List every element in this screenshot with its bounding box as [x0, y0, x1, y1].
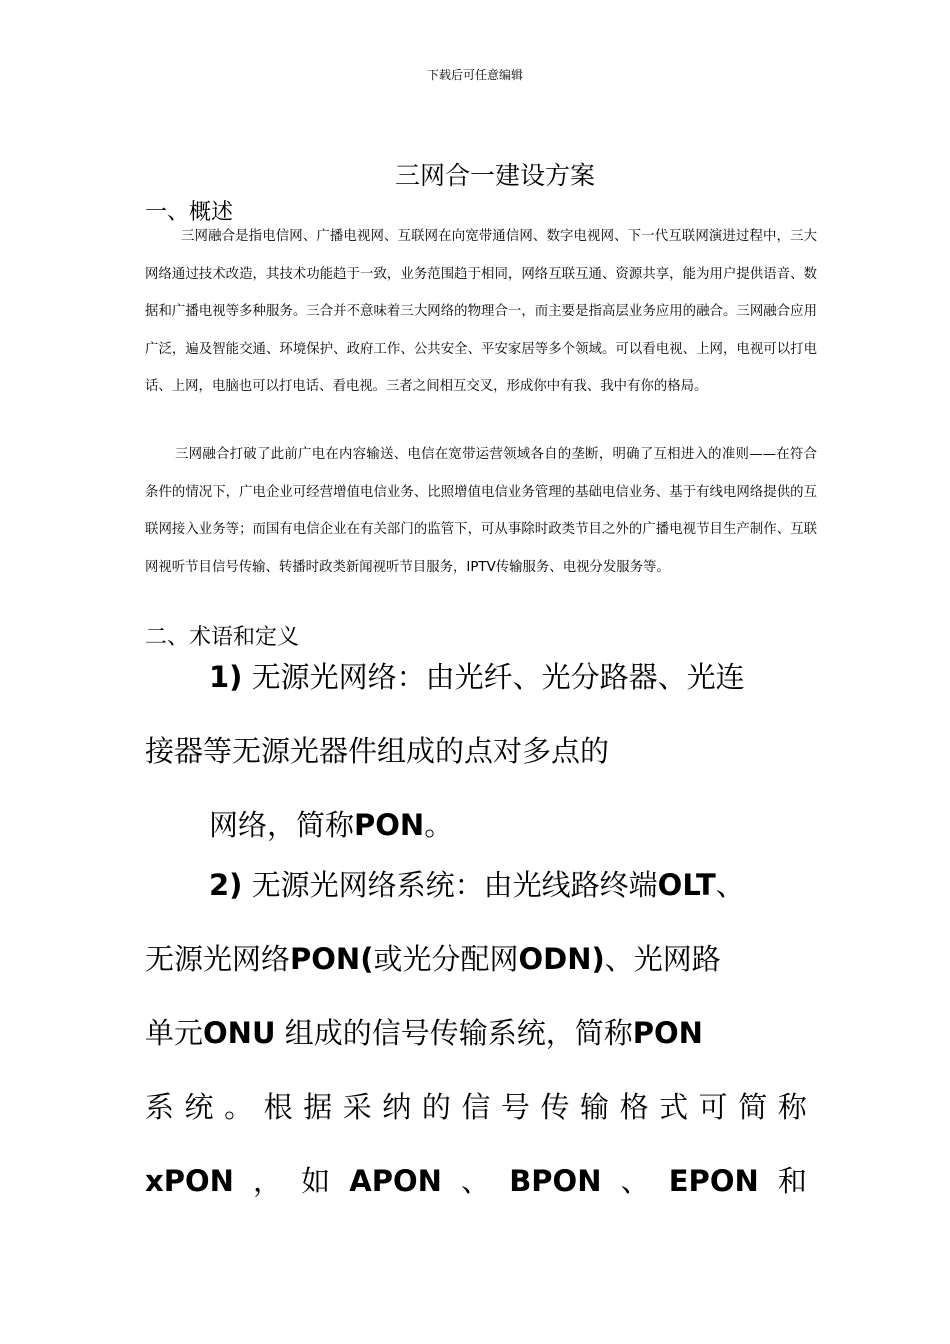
- term-item-2-text-2e: 、光网路: [604, 942, 721, 976]
- term-item-2-line-4-char: 称: [777, 1090, 807, 1124]
- overview-paragraph-2: 三网融合打破了此前广电在内容输送、电信在宽带运营领域各自的垄断，明确了互相进入的准则——在符合条件的情况下，广电企业可经营增值电信业务、比照增值电信业务管理的基础电信业务、基于有线电网络提供的互联网接入业务等；而国有电信企业在有关部门的监管下，可从事除时政类节目之外的广播电视节目生产制作、互联网视听节目信号传输、转播时政类新闻视听节目服务，IPTV传输服务、电视分发服务等。: [145, 447, 817, 575]
- term-item-2-line-4-char: 根: [263, 1090, 293, 1124]
- term-item-2-line-5-token: xPON: [145, 1164, 234, 1198]
- term-item-2-abbr-olt: OLT: [657, 868, 716, 902]
- term-item-2-line-4-char: 。: [224, 1090, 254, 1124]
- term-item-1: [145, 640, 807, 862]
- term-item-2-line-4-char: 可: [698, 1090, 728, 1124]
- term-item-2-text-2c: 或光分配网: [373, 942, 519, 976]
- term-item-2-line-1: [145, 848, 807, 922]
- term-item-2: [145, 848, 807, 1218]
- term-item-2-abbr-pon-2: PON: [632, 1016, 703, 1050]
- term-item-2-line-4-char: 信: [461, 1090, 491, 1124]
- term-item-2-line-5-token: ，: [253, 1164, 283, 1198]
- term-item-2-line-4-char: 的: [421, 1090, 451, 1124]
- term-item-2-abbr-pon: PON(: [290, 942, 374, 976]
- term-item-2-text-1: 无源光网络系统：由光线路终端: [251, 868, 658, 902]
- term-item-2-line-4-char: 采: [342, 1090, 372, 1124]
- overview-paragraph-1: 三网融合是指电信网、广播电视网、互联网在向宽带通信网、数字电视网、下一代互联网演进过程中，三大网络通过技术改造，其技术功能趋于一致，业务范围趋于相同，网络互联互通、资源共享，能为用户提供语音、数据和广播电视等多种服务。三合并不意味着三大网络的物理合一，而主要是指高层业务应用的融合。三网融合应用广泛，遍及智能交通、环境保护、政府工作、公共安全、平安家居等多个领域。可以看电视、上网，电视可以打电话、上网，电脑也可以打电话、看电视。三者之间相互交叉，形成你中有我、我中有你的格局。: [145, 229, 817, 394]
- term-item-2-line-4-char: 格: [619, 1090, 649, 1124]
- term-item-2-text-3a: 单元: [145, 1016, 204, 1050]
- term-item-2-line-4-char: 统: [184, 1090, 214, 1124]
- term-item-2-line-4-char: 输: [580, 1090, 610, 1124]
- term-item-2-line-4-char: 号: [500, 1090, 530, 1124]
- term-item-2-line-5: [145, 1144, 807, 1218]
- term-item-2-abbr-odn: ODN): [518, 942, 605, 976]
- term-item-2-line-4-char: 简: [738, 1090, 768, 1124]
- term-item-2-line-5-token: 、: [620, 1164, 650, 1198]
- term-item-1-text-3: 网络，简称: [209, 808, 355, 842]
- term-item-2-line-2: [145, 922, 807, 996]
- term-item-2-line-4-char: 式: [659, 1090, 689, 1124]
- term-item-2-line-5-token: BPON: [509, 1164, 602, 1198]
- term-item-1-line-1: [145, 640, 807, 714]
- term-item-2-line-4-char: 据: [303, 1090, 333, 1124]
- term-item-1-end: 。: [424, 808, 454, 842]
- page-header: 下载后可任意编辑: [426, 68, 523, 82]
- term-item-2-abbr-onu: ONU: [203, 1016, 276, 1050]
- document-title: 三网合一建设方案: [394, 161, 595, 190]
- term-item-2-line-5-token: 如: [301, 1164, 331, 1198]
- term-item-1-number: 1): [209, 660, 243, 694]
- term-item-2-text-2a: 无源光网络: [145, 942, 291, 976]
- term-item-2-line-5-token: 、: [461, 1164, 491, 1198]
- term-item-2-line-4-char: 纳: [382, 1090, 412, 1124]
- term-item-2-line-4-char: 系: [145, 1090, 175, 1124]
- term-item-2-number: 2): [209, 868, 243, 902]
- term-item-2-line-5-token: 和: [777, 1164, 807, 1198]
- term-item-1-abbr-pon: PON: [354, 808, 425, 842]
- term-item-2-line-5-token: APON: [349, 1164, 442, 1198]
- term-item-2-line-4-char: 传: [540, 1090, 570, 1124]
- term-item-2-line-3: [145, 996, 807, 1070]
- section-heading-overview: 一、概述: [145, 200, 234, 225]
- term-item-2-text-3c: 组成的信号传输系统，简称: [284, 1016, 633, 1050]
- term-item-1-line-2: 接器等无源光器件组成的点对多点的: [145, 734, 610, 768]
- term-item-1-text-1: 无源光网络：由光纤、光分路器、光连: [251, 660, 745, 694]
- section-heading-terms: 二、术语和定义: [145, 625, 300, 650]
- term-item-2-line-4: [145, 1070, 807, 1144]
- term-item-2-line-5-token: EPON: [668, 1164, 759, 1198]
- term-item-2-end-1: 、: [715, 868, 745, 902]
